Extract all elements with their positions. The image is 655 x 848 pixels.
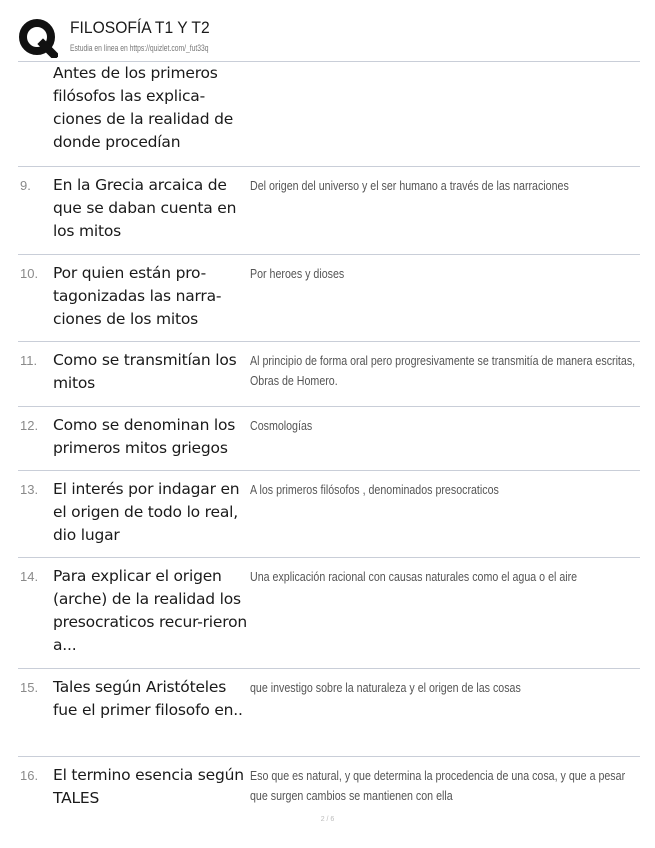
row-number: 16.	[20, 768, 39, 783]
term: En la Grecia arcaica de que se daban cuenta en los mitos	[53, 176, 237, 240]
flashcard-row	[18, 62, 640, 167]
definition: Una explicación racional con causas naturales como el agua o el aire	[250, 569, 578, 584]
row-number: 15.	[20, 680, 39, 695]
term: El termino esencia según TALES	[53, 766, 244, 807]
flashcard-row	[18, 558, 640, 669]
page-number: 2 / 6	[320, 816, 335, 823]
term: Por quien están pro-tagonizadas las narra-ciones de los mitos	[53, 264, 222, 328]
flashcard-row	[18, 407, 640, 471]
row-number: 13.	[20, 482, 39, 497]
definition: Por heroes y dioses	[250, 266, 345, 281]
flashcard-row	[18, 255, 640, 342]
term: Como se transmitían los mitos	[53, 351, 237, 392]
term: Tales según Aristóteles fue el primer filosofo en..	[53, 678, 243, 719]
row-number: 11.	[20, 353, 38, 368]
term: Como se denominan los primeros mitos griegos	[53, 416, 236, 457]
document-title: FILOSOFÍA T1 Y T2	[70, 18, 210, 37]
row-number: 14.	[20, 569, 39, 584]
quizlet-logo-icon	[18, 18, 58, 58]
flashcard-list	[0, 62, 655, 817]
row-number: 9.	[20, 178, 31, 193]
row-number: 12.	[20, 418, 39, 433]
definition: que investigo sobre la naturaleza y el origen de las cosas	[250, 680, 521, 695]
flashcard-row	[18, 167, 640, 255]
flashcard-row	[18, 342, 640, 407]
term: Para explicar el origen (arche) de la realidad los presocraticos recur-rieron a...	[53, 567, 247, 654]
definition: Eso que es natural, y que determina la procedencia de una cosa, y que a pesar que surgen cambios se mantienen con ella	[250, 768, 626, 803]
flashcard-row	[18, 669, 640, 757]
term: Antes de los primeros filósofos las explica-ciones de la realidad de donde procedían	[53, 64, 234, 151]
document-subtitle: Estudia en línea en https://quizlet.com/_fut33q	[70, 43, 209, 53]
definition: Al principio de forma oral pero progresivamente se transmitía de manera escritas, Obras de Homero.	[250, 353, 636, 388]
definition: A los primeros filósofos , denominados presocraticos	[250, 482, 499, 497]
definition: Cosmologías	[250, 418, 313, 433]
definition: Del origen del universo y el ser humano a través de las narraciones	[250, 178, 569, 193]
flashcard-row	[18, 757, 640, 817]
row-number: 10.	[20, 266, 39, 281]
term: El interés por indagar en el origen de todo lo real, dio lugar	[53, 480, 240, 544]
flashcard-row	[18, 471, 640, 558]
